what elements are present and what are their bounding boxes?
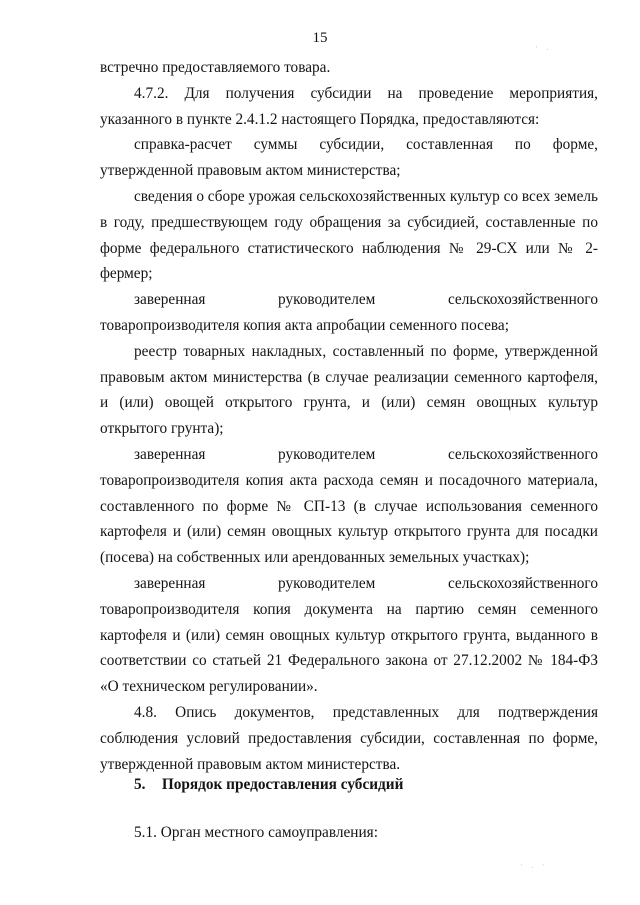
paragraph: сведения о сборе урожая сельскохозяйственных культур со всех земель в году, предшествующем году обращения за субсидией, составленные по форме федерального статистического наблюдения № 29-СХ или № 2-фермер; [100,187,598,283]
paragraph: реестр товарных накладных, составленный по форме, утвержденной правовым актом министерства (в случае реализации семенного картофеля, и (или) овощей открытого грунта, и (или) семян овощных культур открытого грунта); [100,342,598,438]
word: заверенная [134,574,206,592]
section-number: 5. [134,776,146,793]
word: руководителем [278,574,376,592]
scan-noise: · . · [520,860,548,870]
paragraph-first-line [100,442,598,468]
word: руководителем [278,445,376,463]
paragraph-continuation: товаропроизводителя копия документа на партию семян семенного картофеля и (или) семян овощных культур открытого грунта, выданного в соответствии со статьей 21 Федерального закона от 27.12.2002 № 184-ФЗ «О техническом регулировании». [100,600,598,696]
word: сельскохозяйственного [447,445,598,463]
word: сельскохозяйственного [447,574,598,592]
paragraph: 4.7.2. Для получения субсидии на проведение мероприятия, указанного в пункте 2.4.1.2 настоящего Порядка, предоставляются: [100,84,598,128]
paragraph: справка-расчет суммы субсидии, составленная по форме, утвержденной правовым актом министерства; [100,136,598,180]
word: руководителем [278,291,376,309]
document-body [100,55,598,777]
paragraph-first-line [100,287,598,313]
section-heading [134,772,403,798]
word: заверенная [134,291,206,309]
word: заверенная [134,445,206,463]
section-title: Порядок предоставления субсидий [161,776,404,793]
paragraph-first-line [100,571,598,597]
scan-noise: · . [535,42,552,52]
paragraph: 4.8. Опись документов, представленных для подтверждения соблюдения условий предоставления субсидии, составленная по форме, утвержденной правовым актом министерства. [100,703,598,773]
paragraph-continuation: товаропроизводителя копия акта расхода семян и посадочного материала, составленного по форме № СП-13 (в случае использования семенного картофеля и (или) семян овощных культур открытого грунта для посадки (посева) на собственных или арендованных земельных участках); [100,471,598,567]
word: сельскохозяйственного [447,291,598,309]
paragraph-continuation: товаропроизводителя копия акта апробации семенного посева; [100,316,509,334]
page-number: 15 [312,30,328,46]
subsection-heading: 5.1. Орган местного самоуправления: [134,824,378,841]
paragraph: встречно предоставляемого товара. [100,59,331,76]
